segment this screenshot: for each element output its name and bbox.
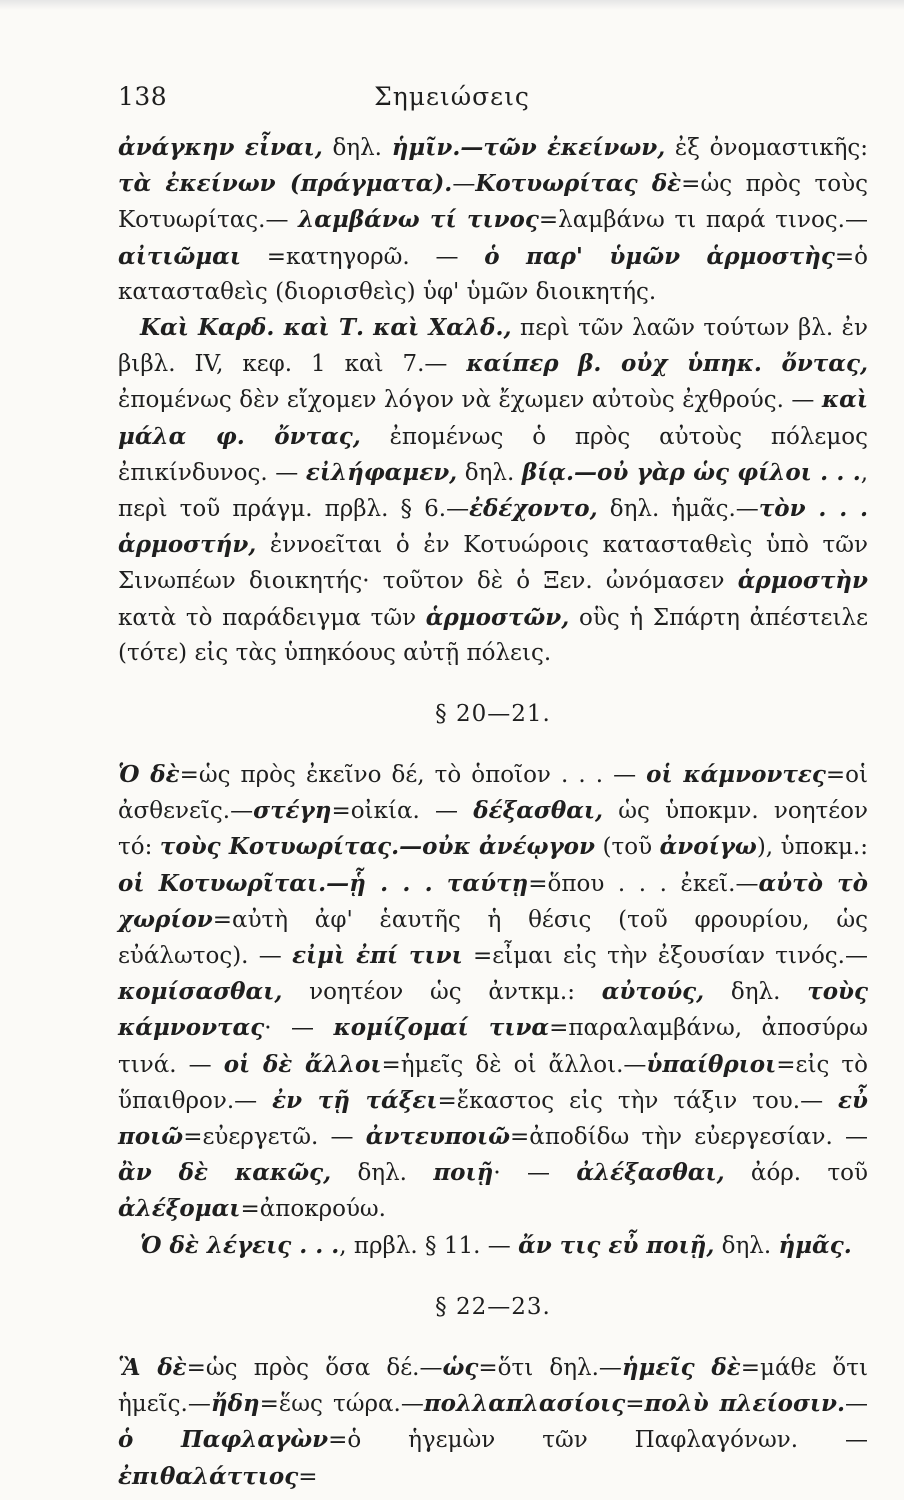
lemma-term: καὶ μάλα φ. ὄντας, (118, 386, 868, 450)
gloss-text: δηλ. (714, 1232, 779, 1259)
lemma-term: ἀνοίγω (659, 833, 757, 861)
gloss-text: =ἀποκρούω. (240, 1196, 386, 1223)
commentary-paragraph (118, 130, 868, 310)
gloss-text: =κατηγορῶ. — (241, 243, 485, 270)
lemma-term: ἡμεῖς δὲ (621, 1353, 741, 1381)
gloss-text: δηλ. (322, 135, 392, 161)
lemma-term: τὸν . . . ἁρμοστήν, (118, 495, 868, 559)
lemma-term: αἰτιῶμαι (118, 242, 241, 270)
gloss-text: , περὶ τοῦ πράγμ. πρβλ. § 6.— (118, 459, 869, 523)
section-heading-20-21: § 20—21. (435, 701, 551, 728)
gloss-text: =ὅπου . . . ἐκεῖ.— (528, 870, 759, 897)
gloss-text: =εἶμαι εἰς τὴν ἐξουσίαν τινός.— (462, 943, 868, 970)
page-edge (0, 0, 904, 10)
gloss-text: ὡς ὑποκμν. νοητέον τό: (118, 798, 868, 861)
gloss-text: ἐξ ὀνομαστικῆς: (665, 135, 869, 161)
lemma-term: τοὺς Κοτυωρίτας.—οὐκ ἀνέῳγον (159, 833, 595, 861)
lemma-term: αὐτούς, (601, 978, 705, 1006)
gloss-text: =ἀποδίδω τὴν εὐεργεσίαν. — (510, 1124, 868, 1151)
lemma-term: ἀλέξομαι (118, 1195, 241, 1223)
lemma-term: ἤδη (210, 1390, 260, 1418)
gloss-text: =ὡς πρὸς ἐκεῖνο δέ, τὸ ὁποῖον . . . — (179, 762, 647, 789)
lemma-term: ἐν τῇ τάξει (272, 1086, 438, 1114)
lemma-term: ἄν τις εὖ ποιῇ, (518, 1231, 715, 1259)
lemma-term: Κοτυωρίτας δὲ (475, 170, 682, 198)
gloss-text: δηλ. (331, 1160, 434, 1187)
gloss-text: κατὰ τὸ παράδειγμα τῶν (118, 604, 426, 631)
lemma-term: ὁ παρ' ὑμῶν ἁρμοστὴς (484, 242, 835, 270)
lemma-term: πολὺ πλείοσιν. (644, 1390, 845, 1418)
gloss-text: =ὡς πρὸς τοὺς Κοτυωρίτας.— (118, 171, 868, 234)
gloss-text: =εἰς τὸ ὕπαιθρον.— (118, 1051, 868, 1114)
lemma-term: ἁρμοστῶν, (425, 603, 570, 631)
gloss-text: =οἰκία. — (331, 798, 474, 825)
gloss-text: ἐπομένως δὲν εἴχομεν λόγον νὰ ἔχωμεν αὐτοὺς ἐχθρούς. — (118, 387, 822, 414)
gloss-text: (τοῦ (594, 834, 660, 861)
lemma-term: λαμβάνω τί τινος (298, 206, 539, 234)
commentary-paragraph (118, 1228, 868, 1264)
commentary-paragraph (118, 310, 868, 671)
lemma-term: ὑπαίθριοι (646, 1050, 777, 1078)
commentary-block-a (118, 130, 868, 671)
lemma-term: τοὺς κάμνοντας (118, 978, 868, 1042)
lemma-term: αὐτὸ τὸ χωρίον (118, 869, 868, 933)
lemma-term: Ὁ δὲ (118, 761, 180, 789)
lemma-term: στέγη (253, 797, 332, 825)
lemma-term: ὁ Παφλαγὼν (118, 1426, 329, 1454)
gloss-text: =ἕκαστος εἰς τὴν τάξιν του.— (437, 1087, 839, 1114)
gloss-text: περὶ τῶν λαῶν τούτων βλ. ἐν βιβλ. IV, κεφ. 1 καὶ 7.— (118, 315, 868, 378)
gloss-text: · — (264, 1015, 334, 1042)
commentary-paragraph (118, 1350, 868, 1495)
gloss-text: =ἕως τώρα.— (259, 1391, 424, 1418)
gloss-text: οὓς ἡ Σπάρτη ἀπέστειλε (τότε) εἰς τὰς ὑπηκόους αὐτῇ πόλεις. (118, 604, 868, 666)
lemma-term: εἰμὶ ἐπί τινι (292, 942, 463, 970)
lemma-term: πολλαπλασίοις (423, 1390, 626, 1418)
lemma-term: κομίζομαί τινα (333, 1014, 550, 1042)
lemma-term: δέξασθαι, (473, 797, 604, 825)
lemma-term: οἱ Κοτυωρῖται.—ᾗ . . . ταύτῃ (118, 869, 529, 897)
gloss-text: = (298, 1463, 318, 1490)
lemma-term: τὰ ἐκείνων (πράγματα). (118, 170, 453, 198)
gloss-text: δηλ. (704, 979, 808, 1006)
gloss-text: =ὡς πρὸς ὅσα δέ.— (186, 1354, 443, 1381)
gloss-text: δηλ. (457, 459, 522, 486)
gloss-text: ἐπομένως ὁ πρὸς αὐτοὺς πόλεμος ἐπικίνδυνος. — (118, 423, 868, 486)
lemma-term: οἱ κάμνοντες (646, 761, 826, 789)
commentary-block-c (118, 1350, 868, 1495)
section-heading-22-23: § 22—23. (435, 1293, 551, 1320)
gloss-text: =ἡμεῖς δὲ οἱ ἄλλοι.— (381, 1051, 647, 1078)
gloss-text: · — (493, 1160, 577, 1187)
gloss-text: ), ὑποκμ.: (756, 834, 868, 861)
lemma-term: Ὁ δὲ λέγεις . . . (140, 1231, 340, 1259)
lemma-term: εὖ ποιῶ (118, 1086, 868, 1151)
lemma-term: ἡμᾶς. (778, 1231, 852, 1259)
lemma-term: Ἃ δὲ (118, 1353, 187, 1381)
gloss-text: =λαμβάνω τι παρά τινος.— (538, 207, 868, 234)
gloss-text: νοητέον ὡς ἀντκμ.: (282, 979, 602, 1006)
lemma-term: Καὶ Καρδ. καὶ Τ. καὶ Χαλδ., (140, 314, 512, 342)
gloss-text: = (625, 1391, 645, 1418)
lemma-term: ἀντευποιῶ (365, 1123, 511, 1151)
lemma-term: ἀλέξασθαι, (576, 1159, 725, 1187)
lemma-term: ἀνάγκην εἶναι, (118, 134, 323, 161)
lemma-term: ποιῇ (433, 1159, 494, 1187)
lemma-term: ἐπιθαλάττιος (118, 1462, 299, 1490)
lemma-term: ὡς (442, 1353, 479, 1381)
lemma-term: κομίσασθαι, (118, 978, 283, 1006)
lemma-term: ἂν δὲ κακῶς, (118, 1159, 332, 1187)
gloss-text: =αὐτὴ ἀφ' ἑαυτῆς ἡ θέσις (τοῦ φρουρίου, ὡς εὐάλωτος). — (118, 906, 868, 970)
running-title: Σημειώσεις (374, 82, 530, 111)
gloss-text: δηλ. ἡμᾶς.— (597, 496, 759, 523)
gloss-text: =παραλαμβάνω, ἀποσύρω τινά. — (118, 1015, 868, 1078)
gloss-text: — (845, 1391, 868, 1418)
lemma-term: οἱ δὲ ἄλλοι (223, 1050, 382, 1078)
gloss-text: =οἱ ἀσθενεῖς.— (118, 762, 868, 825)
lemma-term: καίπερ β. οὐχ ὑπηκ. ὄντας, (466, 350, 868, 378)
gloss-text: — (452, 171, 476, 198)
gloss-text: =μάθε ὅτι ἡμεῖς.— (118, 1354, 868, 1418)
lemma-term: βίᾳ.—οὐ γὰρ ὡς φίλοι . . . (521, 458, 861, 486)
commentary-paragraph (118, 757, 868, 1228)
lemma-term: ἡμῖν.—τῶν ἐκείνων, (391, 134, 666, 161)
gloss-text: ἐννοεῖται ὁ ἐν Κοτυώροις κατασταθεὶς ὑπὸ τῶν Σινωπέων διοικητής· τοῦτον δὲ ὁ Ξεν. ὠνόμασεν (118, 532, 868, 595)
page-number: 138 (118, 82, 168, 111)
lemma-term: ἐδέχοντο, (469, 495, 598, 523)
gloss-text: =ὁ ἡγεμὼν τῶν Παφλαγόνων. — (328, 1427, 868, 1454)
lemma-term: εἰλήφαμεν, (305, 458, 458, 486)
gloss-text: =εὐεργετῶ. — (183, 1124, 366, 1151)
page-header (118, 82, 786, 116)
gloss-text: , πρβλ. § 11. — (339, 1232, 519, 1259)
gloss-text: =ὁ κατασταθεὶς (διορισθεὶς) ὑφ' ὑμῶν διοικητής. (118, 243, 869, 305)
gloss-text: =ὅτι δηλ.— (478, 1354, 622, 1381)
gloss-text: ἀόρ. τοῦ (724, 1160, 868, 1187)
lemma-term: ἁρμοστὴν (737, 567, 868, 595)
page-body (118, 130, 868, 1495)
commentary-block-b (118, 757, 868, 1264)
